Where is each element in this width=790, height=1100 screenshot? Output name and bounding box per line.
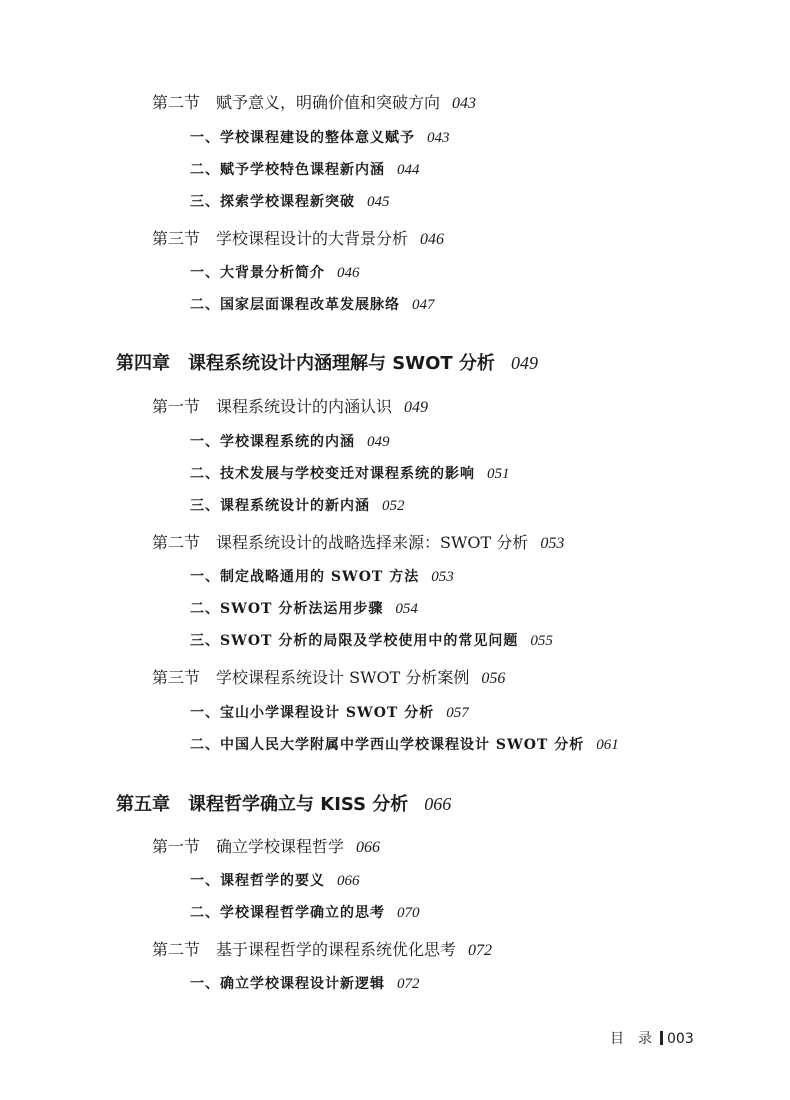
footer-label: 目 录	[610, 1031, 652, 1047]
page-number: 070	[397, 905, 420, 921]
footer-divider	[660, 1031, 663, 1045]
toc-chapter	[116, 354, 538, 373]
toc-item	[190, 570, 454, 585]
page-number: 061	[596, 737, 619, 753]
item-title: 一、学校课程系统的内涵	[190, 434, 355, 450]
page-number: 047	[412, 297, 435, 313]
item-title: 二、技术发展与学校变迁对课程系统的影响	[190, 466, 475, 482]
toc-item	[190, 874, 360, 889]
page-number: 051	[487, 466, 510, 482]
item-title: 二、学校课程哲学确立的思考	[190, 905, 385, 921]
page-number: 043	[427, 130, 450, 146]
toc-item	[190, 266, 360, 281]
toc-item	[190, 131, 450, 146]
section-title: 学校课程系统设计 SWOT 分析案例	[216, 668, 470, 687]
section-number: 第二节	[152, 533, 201, 552]
toc-item	[190, 906, 420, 921]
toc-item	[190, 467, 510, 482]
section-title: 基于课程哲学的课程系统优化思考	[216, 940, 457, 959]
item-title: 一、大背景分析简介	[190, 265, 325, 281]
toc-item	[190, 298, 435, 313]
page-number: 054	[395, 601, 418, 617]
toc-section	[152, 670, 505, 687]
item-title: 二、国家层面课程改革发展脉络	[190, 297, 400, 313]
page-number: 072	[397, 976, 420, 992]
toc-item	[190, 634, 553, 649]
section-number: 第一节	[152, 397, 201, 416]
toc-section	[152, 399, 428, 416]
item-title: 一、学校课程建设的整体意义赋予	[190, 130, 415, 146]
toc-section	[152, 95, 476, 112]
page-number: 057	[446, 705, 469, 721]
section-title: 赋予意义，明确价值和突破方向	[216, 93, 441, 112]
page-number: 049	[404, 399, 429, 416]
item-title: 一、宝山小学课程设计 SWOT 分析	[190, 705, 435, 721]
section-title: 学校课程设计的大背景分析	[216, 229, 409, 248]
section-title: 课程系统设计的内涵认识	[216, 397, 393, 416]
page-number: 072	[468, 942, 493, 959]
page-number: 046	[337, 265, 360, 281]
page-number: 055	[530, 633, 553, 649]
item-title: 三、探索学校课程新突破	[190, 194, 355, 210]
page-number: 044	[397, 162, 420, 178]
item-title: 一、确立学校课程设计新逻辑	[190, 976, 385, 992]
toc-item	[190, 977, 420, 992]
item-title: 三、SWOT 分析的局限及学校使用中的常见问题	[190, 633, 519, 649]
item-title: 一、制定战略通用的 SWOT 方法	[190, 569, 420, 585]
item-title: 二、SWOT 分析法运用步骤	[190, 601, 384, 617]
toc-section	[152, 942, 492, 959]
page-number: 066	[337, 873, 360, 889]
page-number: 043	[452, 95, 477, 112]
page-number: 066	[356, 839, 381, 856]
page-number: 052	[382, 498, 405, 514]
section-number: 第二节	[152, 93, 201, 112]
toc-item	[190, 435, 390, 450]
section-title: 课程系统设计的战略选择来源：SWOT 分析	[216, 533, 529, 552]
toc-item	[190, 706, 469, 721]
page-number: 066	[424, 794, 452, 814]
item-title: 三、课程系统设计的新内涵	[190, 498, 370, 514]
item-title: 二、中国人民大学附属中学西山学校课程设计 SWOT 分析	[190, 737, 585, 753]
toc-item	[190, 195, 390, 210]
toc-item	[190, 738, 619, 753]
toc-section	[152, 839, 380, 856]
section-number: 第二节	[152, 940, 201, 959]
footer-page-number: 003	[667, 1031, 694, 1047]
page-number: 049	[510, 353, 538, 373]
page-footer	[610, 1028, 694, 1048]
section-number: 第三节	[152, 668, 201, 687]
section-number: 第一节	[152, 837, 201, 856]
page-number: 053	[431, 569, 454, 585]
page-number: 045	[367, 194, 390, 210]
toc-item	[190, 602, 418, 617]
chapter-title: 第五章 课程哲学确立与 KISS 分析	[116, 794, 409, 815]
toc-section	[152, 231, 444, 248]
page-number: 053	[540, 535, 565, 552]
toc-item	[190, 499, 405, 514]
toc-item	[190, 163, 420, 178]
page-number: 056	[481, 670, 506, 687]
item-title: 二、赋予学校特色课程新内涵	[190, 162, 385, 178]
toc-section	[152, 535, 564, 552]
item-title: 一、课程哲学的要义	[190, 873, 325, 889]
section-title: 确立学校课程哲学	[216, 837, 345, 856]
page-number: 046	[420, 231, 445, 248]
page-number: 049	[367, 434, 390, 450]
section-number: 第三节	[152, 229, 201, 248]
toc-chapter	[116, 795, 451, 814]
chapter-title: 第四章 课程系统设计内涵理解与 SWOT 分析	[116, 353, 495, 374]
